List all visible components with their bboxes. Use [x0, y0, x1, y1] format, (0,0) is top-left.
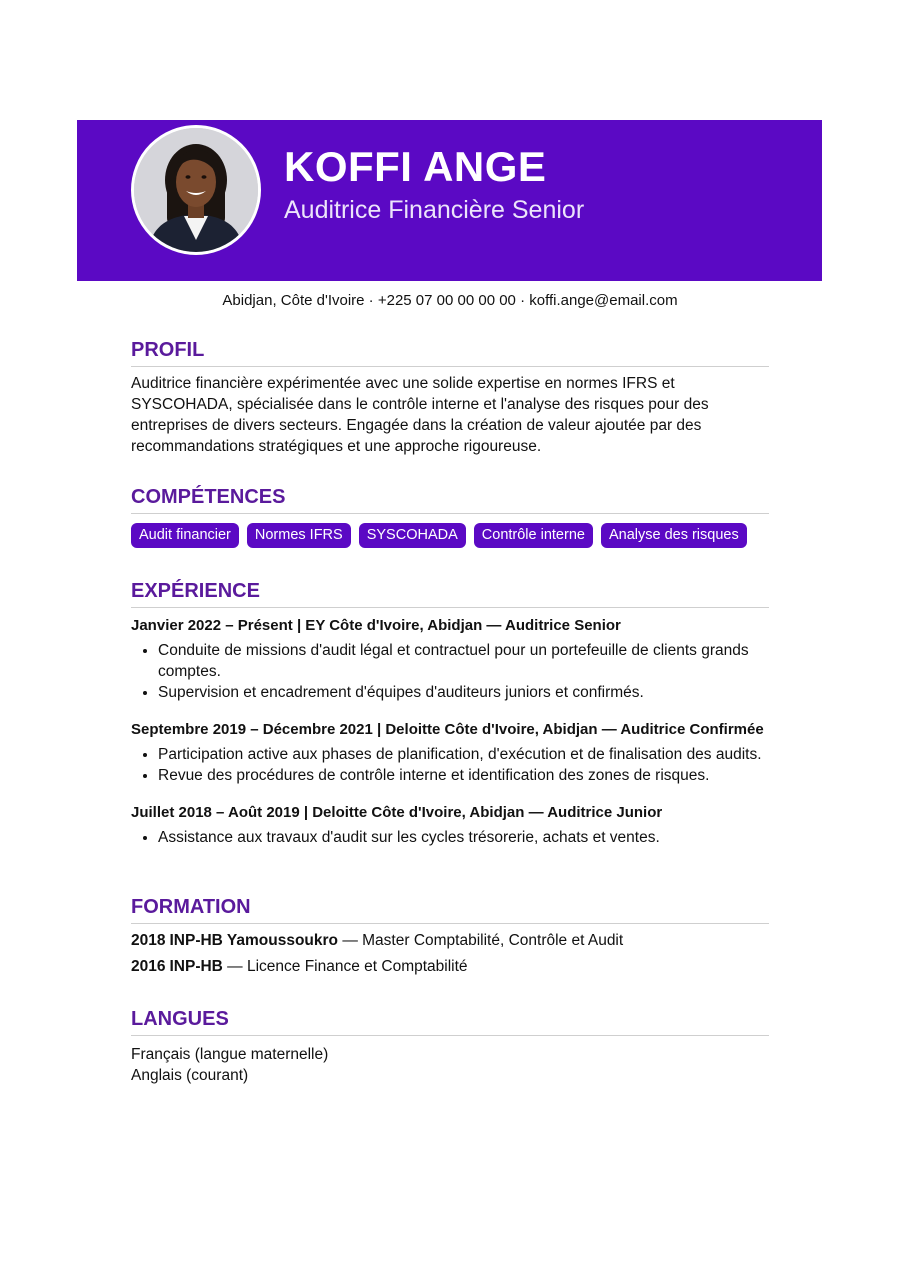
education-detail: — Master Comptabilité, Contrôle et Audit	[338, 932, 624, 949]
experience-section	[131, 580, 769, 848]
education-year: 2016	[131, 958, 166, 975]
skill-tag: Contrôle interne	[474, 523, 593, 548]
education-detail: — Licence Finance et Comptabilité	[222, 958, 468, 975]
language-item: Français (langue maternelle)	[131, 1046, 329, 1063]
education-school: INP-HB Yamoussoukro	[169, 932, 339, 949]
education-item	[131, 932, 769, 950]
education-school: INP-HB	[169, 958, 223, 975]
skill-tag: SYSCOHADA	[359, 523, 466, 548]
section-heading-competences: COMPÉTENCES	[131, 486, 769, 514]
skill-tag: Analyse des risques	[601, 523, 747, 548]
job-header: Septembre 2019 – Décembre 2021 | Deloitte Côte d'Ivoire, Abidjan — Auditrice Confirmée	[131, 721, 764, 738]
job-bullet: • Participation active aux phases de planification, d'exécution et de finalisation des audits.	[158, 744, 769, 765]
job-bullet: • Supervision et encadrement d'équipes d'auditeurs juniors et confirmés.	[158, 682, 769, 703]
job-bullet: • Assistance aux travaux d'audit sur les cycles trésorerie, achats et ventes.	[158, 827, 769, 848]
languages-section	[131, 1008, 769, 1086]
skills-tag-list	[131, 523, 769, 548]
job-bullet: • Revue des procédures de contrôle interne et identification des zones de risques.	[158, 765, 769, 786]
profile-summary: Auditrice financière expérimentée avec une solide expertise en normes IFRS et SYSCOHADA, spécialisée dans le contrôle interne et l'analyse des risques pour des entreprises de divers secteurs. Engagée dans la création de valeur ajoutée par des recommandations stratégiques et une approche rigoureuse.	[131, 375, 709, 455]
education-item	[131, 958, 769, 976]
job-bullet: • Conduite de missions d'audit légal et contractuel pour un portefeuille de clients grands comptes.	[158, 640, 769, 682]
job-bullets	[131, 744, 769, 786]
portrait-photo-icon	[134, 128, 258, 252]
section-heading-experience: EXPÉRIENCE	[131, 580, 769, 608]
section-heading-langues: LANGUES	[131, 1008, 769, 1036]
candidate-name: KOFFI ANGE	[284, 143, 547, 190]
job-bullets	[131, 640, 769, 703]
job-bullets	[131, 827, 769, 848]
profile-section	[131, 339, 769, 457]
job-header: Juillet 2018 – Août 2019 | Deloitte Côte d'Ivoire, Abidjan — Auditrice Junior	[131, 804, 663, 821]
skills-section	[131, 486, 769, 548]
resume-header	[77, 120, 822, 281]
contact-line: Abidjan, Côte d'Ivoire · +225 07 00 00 00 00 · koffi.ange@email.com	[222, 292, 678, 309]
skill-tag: Normes IFRS	[247, 523, 351, 548]
language-item: Anglais (courant)	[131, 1067, 249, 1084]
skill-tag: Audit financier	[131, 523, 239, 548]
profile-photo	[131, 125, 261, 255]
education-year: 2018	[131, 932, 166, 949]
section-heading-formation: FORMATION	[131, 896, 769, 924]
section-heading-profil: PROFIL	[131, 339, 769, 367]
candidate-title: Auditrice Financière Senior	[284, 196, 585, 224]
education-section	[131, 896, 769, 976]
job-header: Janvier 2022 – Présent | EY Côte d'Ivoire, Abidjan — Auditrice Senior	[131, 617, 621, 634]
